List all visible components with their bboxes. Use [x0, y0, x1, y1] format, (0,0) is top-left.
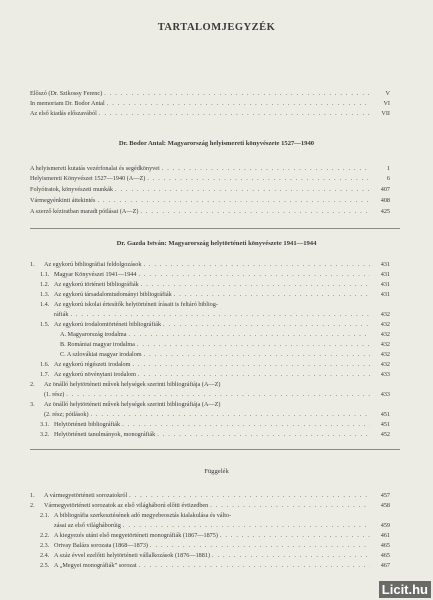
toc-entry-page: 458	[380, 502, 390, 509]
toc-entry-number: 2.1.	[40, 512, 50, 519]
toc-entry-page: VII	[381, 110, 390, 117]
toc-entry-page: 459	[380, 522, 390, 529]
toc-entry-text: Helytörténeti tanulmányok, monográfiák	[54, 431, 156, 438]
toc-entry	[30, 381, 220, 389]
leader-dots	[157, 431, 370, 439]
toc-entry	[30, 175, 390, 183]
toc-entry-page: 465	[380, 552, 390, 559]
toc-entry-text: Előszó (Dr. Szikossy Ferenc)	[30, 90, 103, 97]
toc-entry-text: Az első kiadás előszavából	[30, 110, 97, 117]
toc-entry-number: 3.1.	[40, 421, 50, 428]
toc-entry	[40, 421, 390, 429]
toc-entry-number: 2.5.	[40, 562, 50, 569]
toc-entry	[30, 502, 390, 510]
toc-entry-text: Ortvay Balázs sorozata (1868—1873)	[54, 542, 148, 549]
toc-entry-page: 408	[380, 197, 390, 204]
toc-entry	[54, 522, 390, 530]
toc-entry-text: Helyismereti Könyvészet 1527—1940 (A—Z)	[30, 175, 146, 182]
toc-entry-text: Az önálló helytörténeti művek helységek szerinti bibliográfiája (A—Z)	[44, 401, 221, 408]
toc-entry-page: VI	[383, 100, 390, 107]
toc-entry-page: 431	[380, 281, 390, 288]
toc-entry-page: 431	[380, 271, 390, 278]
toc-entry-text: zásai az első világháborúig	[54, 522, 121, 529]
toc-entry-text: Helytörténeti bibliográfiák	[54, 421, 121, 428]
toc-entry-page: 432	[380, 351, 390, 358]
toc-entry	[30, 186, 390, 194]
toc-entry	[40, 542, 390, 550]
leader-dots	[66, 391, 370, 399]
toc-entry	[60, 331, 390, 339]
section-heading: Függelék	[204, 468, 229, 475]
toc-entry	[40, 532, 390, 540]
toc-entry	[40, 281, 390, 289]
toc-entry-page: 451	[380, 421, 390, 428]
toc-entry	[60, 341, 390, 349]
toc-entry	[40, 512, 231, 520]
toc-entry-number: 3.	[30, 401, 35, 408]
toc-entry-page: 467	[380, 562, 390, 569]
toc-entry-number: 2.	[30, 381, 35, 388]
toc-entry	[60, 351, 390, 359]
leader-dots	[212, 552, 370, 560]
leader-dots	[163, 321, 370, 329]
leader-dots	[210, 502, 370, 510]
toc-entry-text: Az egykorú irodalomtörténeti bibliográfiák	[54, 321, 162, 328]
toc-entry-text: (2. rész; pótlások)	[44, 411, 89, 418]
toc-entry-text: Az egykorú régészeti irodalom	[54, 361, 131, 368]
leader-dots	[132, 361, 370, 369]
toc-entry	[44, 391, 390, 399]
toc-entry-page: 1	[386, 165, 390, 172]
leader-dots	[123, 522, 370, 530]
toc-entry-text: Vármegyetörténeti sorozatok az első világháború előtti évtizedben	[44, 502, 209, 509]
leader-dots	[138, 371, 370, 379]
toc-entry	[54, 311, 390, 319]
toc-entry-text: Az egykorú bibliográfiai feldolgozások	[44, 261, 142, 268]
toc-entry-page: 433	[380, 371, 390, 378]
toc-entry-number: 1.3.	[40, 291, 50, 298]
leader-dots	[220, 532, 370, 540]
toc-entry-text: A „Megyei monográfiák” sorozat	[54, 562, 137, 569]
toc-entry-text: Vármegyénkinti áttekintés	[30, 197, 96, 204]
section-divider	[30, 449, 400, 450]
toc-entry-page: 431	[380, 261, 390, 268]
toc-entry-page: 431	[380, 291, 390, 298]
leader-dots	[150, 542, 370, 550]
leader-dots	[144, 351, 370, 359]
leader-dots	[70, 311, 370, 319]
leader-dots	[115, 186, 370, 194]
toc-entry-number: 2.	[30, 502, 35, 509]
leader-dots	[140, 208, 370, 216]
toc-entry-page: 432	[380, 321, 390, 328]
leader-dots	[129, 331, 371, 339]
toc-entry-page: 432	[380, 341, 390, 348]
toc-entry-number: 2.3.	[40, 542, 50, 549]
toc-entry	[40, 552, 390, 560]
leader-dots	[91, 411, 370, 419]
watermark-logo: Licit.hu	[379, 581, 431, 598]
toc-entry-text: ráfiák	[54, 311, 69, 318]
leader-dots	[99, 110, 370, 118]
toc-entry	[40, 371, 390, 379]
toc-entry-text: Magyar Könyvészet 1941—1944	[54, 271, 137, 278]
toc-entry	[40, 291, 390, 299]
toc-entry-text: B. Romániai magyar irodalma	[60, 341, 135, 348]
leader-dots	[107, 100, 370, 108]
leader-dots	[147, 175, 370, 183]
toc-entry	[40, 361, 390, 369]
leader-dots	[174, 291, 370, 299]
toc-entry	[30, 165, 390, 173]
toc-entry	[40, 301, 218, 309]
toc-entry-text: Az önálló helytörténeti művek helységek szerinti bibliográfiája (A—Z)	[44, 381, 221, 388]
toc-entry-page: 452	[380, 431, 390, 438]
toc-entry-text: C. A szlovákiai magyar irodalom	[60, 351, 142, 358]
toc-entry	[40, 271, 390, 279]
toc-entry	[30, 90, 390, 98]
toc-entry-number: 1.7.	[40, 371, 50, 378]
toc-entry-page: 461	[380, 532, 390, 539]
toc-entry-number: 1.1.	[40, 271, 50, 278]
leader-dots	[139, 562, 370, 570]
toc-entry	[30, 110, 390, 118]
toc-entry-number: 1.6.	[40, 361, 50, 368]
toc-entry-text: Folyóiratok, könyvészeti munkák	[30, 186, 114, 193]
toc-entry-text: Az egykorú történeti bibliográfiák	[54, 281, 139, 288]
toc-entry	[30, 100, 390, 108]
toc-entry-page: 432	[380, 331, 390, 338]
page-title: TARTALOMJEGYZÉK	[157, 22, 276, 33]
section-heading: Dr. Bodor Antal: Magyarország helyismereti könyvészete 1527—1940	[118, 140, 315, 147]
toc-entry-text: A szerző kéziratban maradt pótlásai (A—Z)	[30, 208, 139, 215]
toc-entry-page: 457	[380, 492, 390, 499]
toc-entry	[30, 197, 390, 205]
toc-entry-page: 451	[380, 411, 390, 418]
leader-dots	[137, 341, 370, 349]
toc-entry	[30, 208, 390, 216]
toc-entry-page: 407	[380, 186, 390, 193]
toc-entry-number: 1.	[30, 261, 35, 268]
leader-dots	[104, 90, 370, 98]
leader-dots	[97, 197, 370, 205]
toc-entry	[44, 411, 390, 419]
toc-entry-number: 2.2.	[40, 532, 50, 539]
toc-entry-page: V	[385, 90, 390, 97]
leader-dots	[129, 492, 370, 500]
toc-entry-text: Az egykorú társadalomtudományi bibliográfiák	[54, 291, 172, 298]
toc-entry-number: 3.2.	[40, 431, 50, 438]
section-heading: Dr. Gazda István: Magyarország helytörténeti könyvészete 1941—1944	[116, 240, 317, 247]
leader-dots	[138, 271, 370, 279]
toc-entry-text: A bibliográfia szerkesztésének adó megyebeosztás kialakulása és válto-	[54, 512, 232, 519]
toc-entry-text: A kiegyezés utáni első megyetörténeti monográfiák (1867—1875)	[54, 532, 218, 539]
toc-entry-number: 1.4.	[40, 301, 50, 308]
toc-entry-text: A vármegyetörténeti sorozatokról	[44, 492, 128, 499]
leader-dots	[141, 281, 370, 289]
toc-entry-page: 6	[386, 175, 390, 182]
toc-entry-text: Az egykorú iskolai értesítők helytörténeti írásait is feltáró bibliog-	[54, 301, 218, 308]
toc-entry-page: 432	[380, 311, 390, 318]
toc-entry	[30, 261, 390, 269]
toc-entry-text: In memoriam Dr. Bodor Antal	[30, 100, 105, 107]
toc-entry-text: (1. rész)	[44, 391, 65, 398]
toc-entry-number: 1.	[30, 492, 35, 499]
toc-entry	[30, 492, 390, 500]
toc-entry-text: Az egykorú növénytani irodalom	[54, 371, 136, 378]
leader-dots	[143, 261, 370, 269]
leader-dots	[122, 421, 370, 429]
leader-dots	[162, 165, 370, 173]
toc-entry-text: A száz évvel ezelőtti helytörténeti vállalkozások (1876—1881)	[54, 552, 211, 559]
toc-entry-page: 432	[380, 361, 390, 368]
toc-entry-number: 1.5.	[40, 321, 50, 328]
toc-entry	[40, 321, 390, 329]
section-divider	[30, 228, 400, 229]
toc-entry-text: A. Magyarország irodalma	[60, 331, 127, 338]
toc-entry-number: 2.4.	[40, 552, 50, 559]
toc-entry	[40, 431, 390, 439]
toc-entry	[40, 562, 390, 570]
toc-entry-text: A helyismereti kutatás vezérfonalai és segédkönyvei	[30, 165, 160, 172]
toc-entry-number: 1.2.	[40, 281, 50, 288]
toc-entry-page: 425	[380, 208, 390, 215]
toc-entry-page: 433	[380, 391, 390, 398]
toc-entry-page: 465	[380, 542, 390, 549]
toc-entry	[30, 401, 220, 409]
